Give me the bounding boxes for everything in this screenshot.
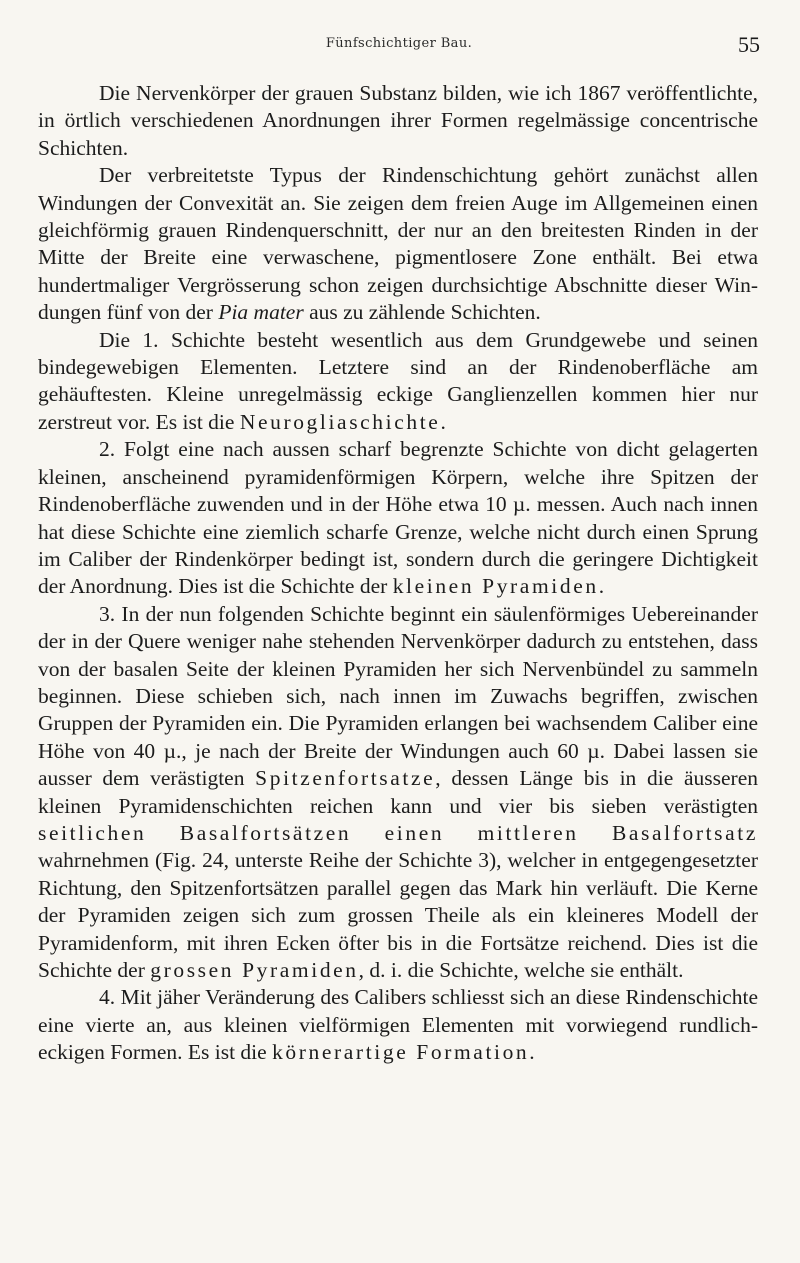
running-title: Fünfschichtiger Bau.	[325, 36, 473, 51]
emphasis-pia-mater: Pia mater	[218, 300, 304, 325]
page-number: 55	[738, 32, 760, 57]
spaced-term-basal-processes: seitlichen Basalfortsätzen einen mittleren Basalfortsatz	[38, 820, 758, 845]
spaced-term-apical-process: Spitzenfortsatze	[255, 766, 436, 791]
paragraph-text: wahrnehmen (Fig. 24, unterste Reihe der Schichte 3), welcher in entgegengesetzter Richtung, den Spitzenfortsätzen parallel gegen das Mark hin verläuft. Die Kerne der Pyramiden zeigen sich zum grossen Theile als ein kleineres Modell der Pyramidenform, mit ihren Ecken öfter bis in die Fortsätze reichend. Dies ist die Schichte der	[38, 848, 758, 982]
spaced-term-granular-formation: körnerartige Formation	[272, 1040, 530, 1065]
paragraph-intro	[38, 80, 758, 162]
paragraph-layer-4	[38, 984, 758, 1066]
page-header	[38, 32, 760, 60]
paragraph-text: 3. In der nun folgenden Schichte beginnt ein säulenförmiges Uebereinander der in der Quere weniger nahe stehenden Nervenkörper dadurch zu entstehen, dass von der basalen Seite der kleinen Pyramiden her sich Nervenbündel zu sammeln beginnen. Diese schieben sich, nach innen im Zuwachs begriffen, zwischen Gruppen der Pyramiden ein. Die Pyramiden erlangen bei wachsendem Caliber eine Höhe von 40 µ., je nach der Breite der Windungen auch 60 µ. Dabei lassen sie ausser dem verästigten	[38, 601, 758, 791]
paragraph-text: Der verbreitetste Typus der Rindenschichtung gehört zunächst allen Windungen der Convexität an. Sie zeigen dem freien Auge im Allgemeinen einen gleichförmig grauen Rindenquerschnitt, der nur an den breitesten Rinden in der Mitte der Breite eine verwaschene, pigmentlosere Zone enthält. Bei etwa hundertmaliger Vergrösserung schon zeigen durchsichtige Abschnitte dieser Windungen fünf von der	[38, 163, 758, 325]
paragraph-layer-2	[38, 436, 758, 600]
paragraph-layer-3	[38, 601, 758, 985]
spaced-term-small-pyramids: kleinen Pyramiden	[392, 574, 599, 599]
paragraph-text: 2. Folgt eine nach aussen scharf begrenzte Schichte von dicht gelagerten kleinen, anscheinend pyramidenförmigen Körpern, welche ihre Spitzen der Rindenoberfläche zuwenden und in der Höhe etwa 10 µ. messen. Auch nach innen hat diese Schichte eine ziemlich scharfe Grenze, welche nicht durch einen Sprung im Caliber der Rindenkörper bedingt ist, sondern durch die geringere Dichtigkeit der Anordnung. Dies ist die Schichte der	[38, 437, 758, 599]
spaced-term-neuroglia: Neurogliaschichte	[239, 409, 441, 434]
paragraph-layer-1	[38, 327, 758, 437]
paragraph-text: Die Nervenkörper der grauen Substanz bilden, wie ich 1867 veröffentlichte, in örtlich verschiedenen Anordnungen ihrer Formen regelmässige concentrische Schichten.	[38, 81, 758, 160]
paragraph-text: .	[440, 409, 446, 434]
spaced-term-large-pyramids: grossen Pyramiden	[150, 958, 359, 982]
paragraph-text: , dessen Länge bis in die äusseren kleinen Pyramidenschichten reichen kann und vier bis sieben verästigten	[38, 766, 758, 818]
paragraph-text: 4. Mit jäher Veränderung des Calibers schliesst sich an diese Rindenschichte eine vierte an, aus kleinen vielförmigen Elementen mit vorwiegend rundlich-eckigen Formen. Es ist die	[38, 985, 758, 1065]
paragraph-text: Die 1. Schichte besteht wesentlich aus dem Grundgewebe und seinen bindegewebigen Elementen. Letztere sind an der Rindenoberfläche am gehäuftesten. Kleine unregelmässig eckige Ganglienzellen kommen hier nur zerstreut vor. Es ist die	[38, 327, 758, 434]
paragraph-text: , d. i. die Schichte, welche sie enthält.	[358, 958, 684, 982]
paragraph-text: aus zu zählende Schichten.	[303, 300, 541, 325]
body-text	[38, 80, 758, 1067]
paragraph-convexity-type	[38, 162, 758, 326]
paragraph-text: .	[529, 1040, 535, 1065]
paragraph-text: .	[598, 574, 605, 599]
